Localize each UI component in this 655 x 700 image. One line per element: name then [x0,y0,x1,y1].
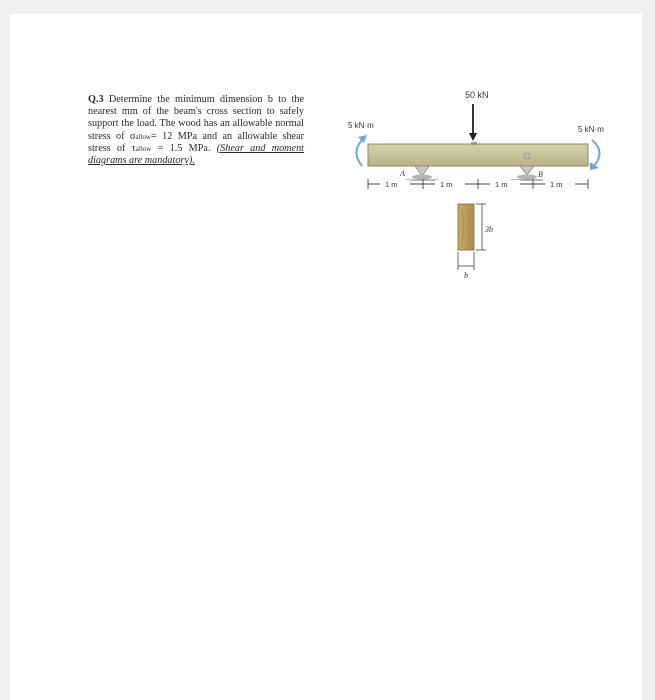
question-text [88,94,304,167]
question-number: Q.3 [88,94,104,105]
support-a-label: A [400,169,405,178]
beam-figure [340,88,630,288]
support-b-label: B [538,170,543,179]
span-label-1: 1 m [385,180,398,189]
span-label-3: 1 m [495,180,508,189]
mandatory-note: (Shear and moment diagrams are mandatory). [88,142,304,167]
moment-left-label: 5 kN·m [348,121,374,130]
span-label-4: 1 m [550,180,563,189]
span-label-2: 1 m [440,180,453,189]
width-label: b [464,271,468,280]
moment-left-arrow [356,135,367,166]
width-dimension [458,252,474,270]
moment-right-arrow [590,140,600,170]
moment-right-label: 5 kN·m [578,125,604,134]
tau-subscript: allow [135,144,152,153]
normal-stress-text: = 12 MPa and an allowable shear stress of τ [88,130,304,154]
point-load-arrow [469,104,477,141]
beam [368,144,588,166]
point-load-label: 50 kN [465,90,489,100]
height-label: 3b [485,225,493,234]
shear-stress-text: = 1.5 MPa. [151,142,217,154]
beam-cross-section [458,204,474,250]
question-intro: Determine the minimum dimension b to the nearest mm of the beam's cross section to safely support the load. The wood has an allowable normal stress of σ [88,94,304,142]
sigma-subscript: allow [135,132,151,141]
support-a-pin [406,166,438,180]
